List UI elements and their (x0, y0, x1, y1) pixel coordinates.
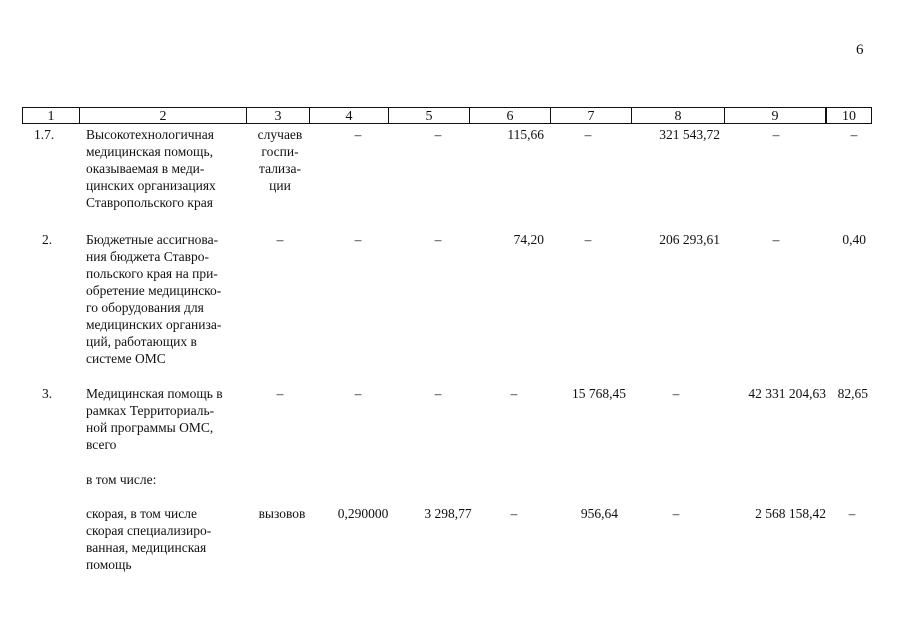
col-7-value: 15 768,45 (572, 386, 626, 401)
col-9-value: 2 568 158,42 (755, 506, 826, 521)
row-number: 3. (42, 386, 53, 401)
row-description: в том числе: (86, 472, 157, 487)
table-header (22, 107, 872, 125)
col-8-value: – (672, 386, 680, 401)
header-col-9: 9 (724, 107, 826, 124)
col-10-value: – (850, 127, 858, 142)
page-number: 6 (856, 42, 864, 58)
row-description: Высокотехнологичная медицинская помощь, оказываемая в меди- цинских организациях Ставропольского края (86, 127, 216, 210)
col-8-value: – (672, 506, 680, 521)
row-number: 1.7. (34, 127, 55, 142)
col-4-value: – (354, 386, 362, 401)
row-unit: – (276, 232, 284, 247)
col-5-value: 3 298,77 (424, 506, 472, 521)
col-4-value: – (354, 232, 362, 247)
row-description: Бюджетные ассигнова- ния бюджета Ставро- польского края на при- обретение медицинско- го оборудования для медицинских организа- ций, работающих в системе ОМС (86, 232, 222, 366)
row-description: Медицинская помощь в рамках Территориаль- ной программы ОМС, всего (86, 386, 223, 452)
header-col-4: 4 (309, 107, 389, 124)
row-number: 2. (42, 232, 53, 247)
col-9-value: – (772, 127, 780, 142)
header-col-8: 8 (631, 107, 725, 124)
row-unit: вызовов (258, 506, 306, 521)
col-9-value: – (772, 232, 780, 247)
col-5-value: – (434, 232, 442, 247)
row-unit: случаев госпи- тализа- ции (257, 127, 303, 193)
header-col-6: 6 (469, 107, 551, 124)
col-6-value: 115,66 (507, 127, 544, 142)
header-col-7: 7 (550, 107, 632, 124)
col-6-value: – (510, 386, 518, 401)
row-unit: – (276, 386, 284, 401)
col-4-value: – (354, 127, 362, 142)
col-5-value: – (434, 127, 442, 142)
col-4-value: 0,290000 (337, 506, 389, 521)
header-col-1: 1 (22, 107, 80, 124)
col-7-value: – (584, 127, 592, 142)
col-7-value: – (584, 232, 592, 247)
col-8-value: 321 543,72 (659, 127, 720, 142)
col-10-value: – (848, 506, 856, 521)
col-8-value: 206 293,61 (659, 232, 720, 247)
header-col-5: 5 (388, 107, 470, 124)
col-6-value: 74,20 (513, 232, 544, 247)
col-6-value: – (510, 506, 518, 521)
col-5-value: – (434, 386, 442, 401)
col-9-value: 42 331 204,63 (748, 386, 826, 401)
header-col-2: 2 (79, 107, 247, 124)
header-col-10: 10 (826, 107, 872, 124)
col-10-value: 0,40 (842, 232, 866, 247)
col-7-value: 956,64 (580, 506, 618, 521)
header-col-3: 3 (246, 107, 310, 124)
col-10-value: 82,65 (837, 386, 868, 401)
row-description: скорая, в том числе скорая специализиро- ванная, медицинская помощь (86, 506, 212, 572)
